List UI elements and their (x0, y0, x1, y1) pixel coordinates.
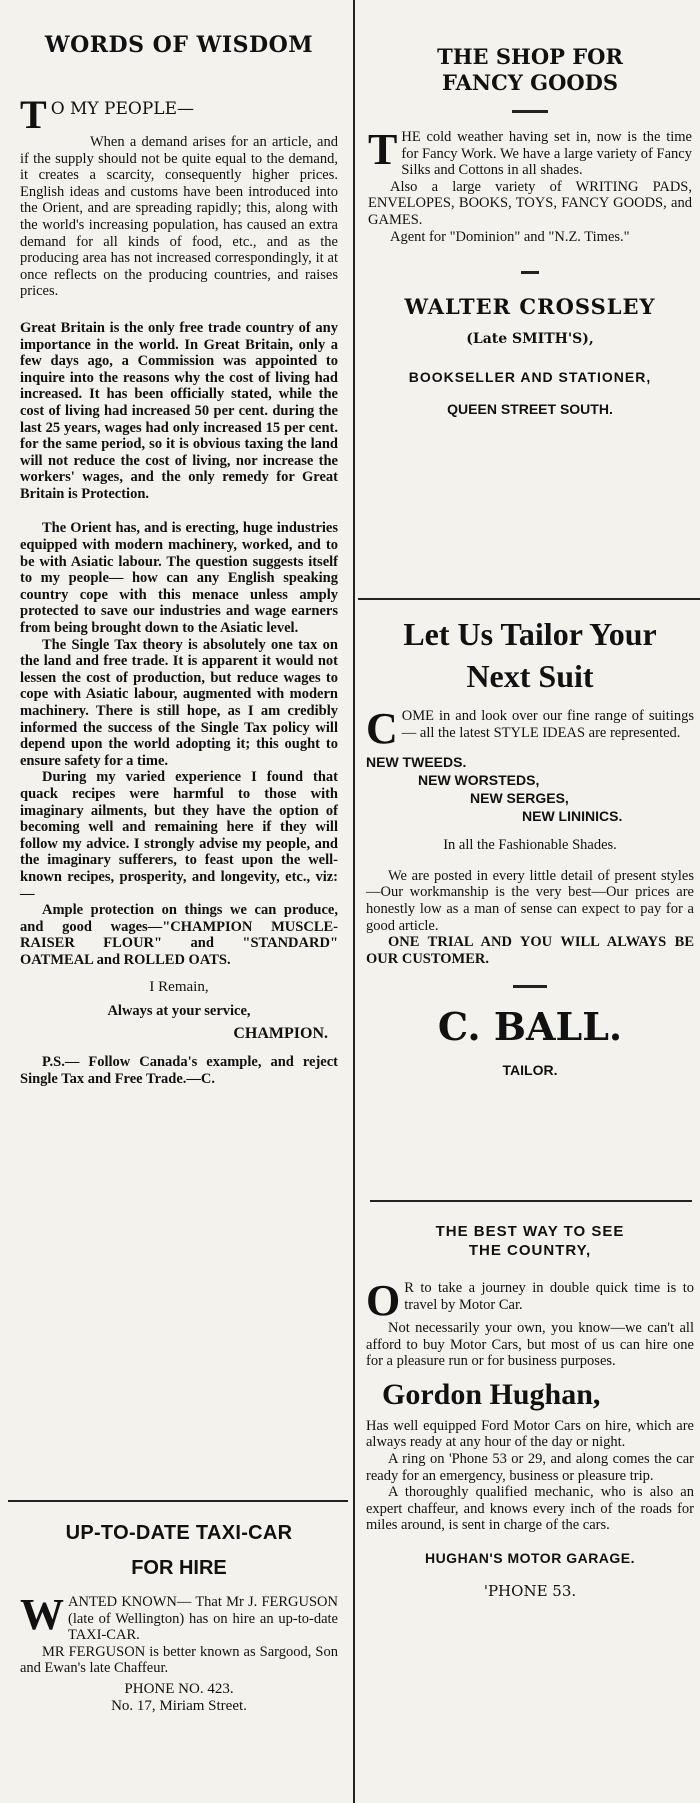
ball-name: C. BALL. (437, 1004, 623, 1050)
taxi-para-1: ANTED KNOWN— That Mr J. FERGUSON (late of Wellington) has on hire an up-to-date TAXI-CAR. (68, 1594, 338, 1644)
wisdom-para-3: The Orient has, and is erecting, huge industries equipped with modern machinery, worked, and to be with Asiatic labour. The question suggests itself to my people— how can any English speaking country cope with this menace unless amply protected to save our industries and wage earners from being brought down to the Asiatic level. (20, 520, 338, 637)
wisdom-dropcap: T (20, 92, 47, 137)
fancy-para-2: Also a large variety of WRITING PADS, ENVELOPES, BOOKS, TOYS, FANCY GOODS, and GAMES. (368, 178, 692, 228)
fabric-tweeds: NEW TWEEDS. (366, 754, 467, 771)
fancy-heading: THE SHOP FOR FANCY GOODS (437, 44, 623, 95)
taxi-ad (20, 1522, 338, 1714)
taxi-para-2: MR FERGUSON is better known as Sargood, Son and Ewan's late Chaffeur. (20, 1643, 338, 1677)
taxi-address: No. 17, Miriam Street. (111, 1697, 247, 1714)
taxi-heading-1: UP-TO-DATE TAXI-CAR (65, 1522, 293, 1544)
fabric-serges: NEW SERGES, (470, 790, 569, 807)
ball-trade: TAILOR. (502, 1062, 558, 1079)
column-divider (353, 0, 355, 1803)
wisdom-para-4: The Single Tax theory is absolutely one tax on the land and free trade. It is apparent it would not lessen the cost of production, but reduce wages to cope with Asiatic labour, augmented with modern machinery. There is still hope, as I am credibly informed the success of the Single Tax policy will depend upon the world adopting it; this ought to ensure safety for a time. (20, 636, 338, 769)
motor-dropcap: O (366, 1276, 401, 1325)
fancy-body (368, 125, 692, 245)
wisdom-para-6: Ample protection on things we can produce, and good wages—"CHAMPION MUSCLE-RAISER FLOUR" and "STANDARD" OATMEAL and ROLLED OATS. (20, 902, 338, 968)
tailor-para-2: We are posted in every little detail of present styles—Our workmanship is the very best—Our prices are honestly low as a man of sense can expect to pay for a good article. (366, 867, 694, 934)
fabric-worsteds: NEW WORSTEDS, (418, 772, 540, 789)
wisdom-para-2: Great Britain is the only free trade country of any importance in the world. In Great Britain, only a few days ago, a Commission was appointed to inquire into the reasons why the cost of living had increased. It has been officially stated, while the cost of living had increased 50 per cent. during the last 25 years, wages had only increased 15 per cent. for the same period, so it is obvious taxing the land will not reduce the cost of living, nor increase the workers' wages, and the only remedy for Great Britain is Protection. (20, 319, 338, 502)
wisdom-remain: I Remain, (149, 978, 209, 995)
crossley-street: QUEEN STREET SOUTH. (447, 401, 613, 418)
tailor-para-1: OME in and look over our fine range of suitings— all the latest STYLE IDEAS are represented. (401, 708, 694, 741)
motor-ad (358, 1222, 700, 1600)
tailor-body (366, 704, 694, 753)
taxi-heading-2: FOR HIRE (131, 1557, 227, 1579)
crossley-trade: BOOKSELLER AND STATIONER, (408, 369, 652, 386)
wisdom-ps: P.S.— Follow Canada's example, and reject Single Tax and Free Trade.—C. (20, 1054, 338, 1087)
fancy-rule (512, 110, 548, 113)
wisdom-para-1: When a demand arises for an article, and if the supply should not be quite equal to the demand, it creates a scarcity, consequently higher prices. English ideas and customs have been introduced into the Orient, and are spreading rapidly; this, along with the world's increasing population, has caused an extra demand for all kinds of food, etc., and as the producing area has not increased correspondingly, it at once reflects on the producing countries, and raises prices. (20, 134, 338, 300)
words-of-wisdom-article (0, 32, 352, 1087)
section-rule (8, 1500, 348, 1502)
wisdom-service: Always at your service, (107, 1003, 251, 1020)
wisdom-para-5: During my varied experience I found that quack recipes were harmful to those with imaginary ailments, but they have the option of becoming well and remaining here if they will follow my advice. I strongly advise my people, and the imaginary sufferers, to feast upon the well-known recipes, prosperity, and longevity, etc., viz:— (20, 769, 338, 902)
tailor-ornament (513, 985, 547, 988)
motor-para-4: A ring on 'Phone 53 or 29, and along comes the car ready for an emergency, business or pleasure trip. (366, 1450, 694, 1484)
wisdom-heading: WORDS OF WISDOM (44, 32, 314, 58)
section-rule-right-2 (370, 1200, 692, 1202)
fancy-goods-ad (358, 44, 700, 417)
tailor-heading-2: Next Suit (466, 658, 594, 694)
taxi-body (20, 1590, 338, 1714)
tailor-dropcap: C (366, 704, 398, 753)
garage-phone: 'PHONE 53. (483, 1581, 577, 1600)
tailor-heading-1: Let Us Tailor Your (403, 616, 657, 652)
motor-para-1: R to take a journey in double quick time is to travel by Motor Car. (404, 1280, 694, 1313)
left-column (0, 0, 352, 1714)
tailor-trial: ONE TRIAL AND YOU WILL ALWAYS BE OUR CUSTOMER. (366, 934, 694, 967)
tailor-ad (358, 616, 700, 1078)
taxi-dropcap: W (20, 1590, 64, 1639)
hughan-name: Gordon Hughan, (382, 1377, 601, 1411)
crossley-late: (Late SMITH'S), (466, 331, 594, 348)
crossley-name: WALTER CROSSLEY (404, 294, 656, 320)
motor-body (366, 1276, 694, 1370)
motor-para-2: Not necessarily your own, you know—we can't all afford to buy Motor Cars, but most of us can hire one for a pleasure run or for business purposes. (366, 1320, 694, 1370)
wisdom-signature: CHAMPION. (233, 1024, 328, 1042)
taxi-phone: PHONE NO. 423. (124, 1680, 234, 1697)
motor-para-3: Has well equipped Ford Motor Cars on hire, which are always ready at any hour of the day or night. (366, 1417, 694, 1451)
section-rule-right-1 (358, 598, 700, 600)
wisdom-salutation-row (20, 92, 338, 137)
fancy-para-3: Agent for "Dominion" and "N.Z. Times." (390, 228, 630, 245)
tailor-fabric-list (366, 753, 694, 825)
motor-para-5: A thoroughly qualified mechanic, who is also an expert chaffeur, and knows every inch of the roads for miles around, is sent in charge of the cars. (366, 1484, 694, 1534)
garage-name: HUGHAN'S MOTOR GARAGE. (424, 1549, 636, 1566)
fancy-para-1: HE cold weather having set in, now is the time for Fancy Work. We have a large variety of Fancy Silks and Cottons in all shades. (401, 129, 692, 179)
fancy-dropcap: T (368, 125, 398, 174)
right-column (358, 0, 700, 1600)
tailor-shades: In all the Fashionable Shades. (443, 837, 617, 854)
fabric-lininics: NEW LININICS. (522, 808, 623, 825)
fancy-ornament (521, 271, 539, 274)
motor-heading: THE BEST WAY TO SEE THE COUNTRY, (435, 1223, 625, 1259)
wisdom-salutation: O MY PEOPLE— (50, 99, 194, 119)
